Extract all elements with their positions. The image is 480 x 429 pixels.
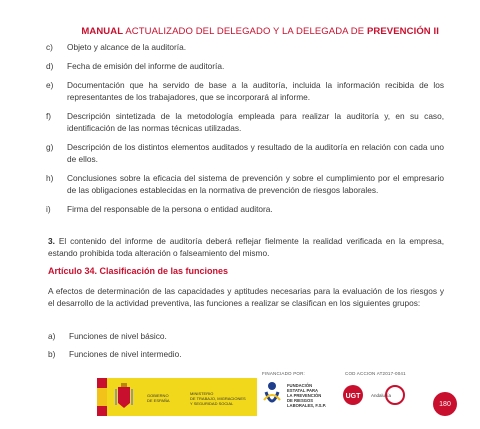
header-prevencion: PREVENCIÓN II [366, 26, 439, 37]
header-middle: ACTUALIZADO DEL DELEGADO Y LA DELEGADA DE [123, 26, 367, 37]
list-item [46, 41, 444, 53]
list-item-letter: e) [46, 80, 54, 90]
list-item [46, 172, 444, 196]
list-item-text: Funciones de nivel intermedio. [69, 349, 182, 359]
header-manual: MANUAL [81, 26, 124, 37]
audit-report-items [46, 41, 444, 222]
list-item [48, 348, 444, 360]
codigo-accion-label: COD ACCION AT2017-0041 [345, 371, 406, 376]
list-item [46, 79, 444, 103]
list-item-text: Objeto y alcance de la auditoría. [67, 42, 186, 52]
point-3-paragraph [48, 235, 444, 259]
list-item [46, 110, 444, 134]
list-item-text: Descripción sintetizada de la metodología empleada para realizar la auditoría y, en su caso, identificación de las normas técnicas utilizadas. [67, 111, 444, 133]
ugt-logo-icon [342, 384, 368, 406]
article-body: A efectos de determinación de las capacidades y aptitudes necesarias para la evaluación de los riesgos y el desarrollo de la actividad preventiva, las funciones a realizar se clasifican en los siguientes grupos: [48, 286, 444, 308]
list-item-letter: g) [46, 142, 54, 152]
list-item-text: Documentación que ha servido de base a la auditoría, incluida la información recibida de los representantes de los trabajadores, que se incorporará al informe. [67, 80, 444, 102]
svg-text:UGT: UGT [345, 393, 361, 400]
running-header [81, 26, 439, 37]
list-item-letter: a) [48, 331, 56, 341]
financiado-label: FINANCIADO POR: [262, 371, 306, 376]
list-item-text: Firma del responsable de la persona o entidad auditora. [67, 204, 273, 214]
ministerio-text: MINISTERIO DE TRABAJO, MIGRACIONES Y SEGURIDAD SOCIAL [190, 391, 246, 406]
spain-flag-stripe [97, 388, 107, 406]
list-item-letter: b) [48, 349, 56, 359]
list-item-letter: i) [46, 204, 51, 214]
list-item [46, 141, 444, 165]
function-groups-list [48, 330, 444, 366]
list-item-text: Fecha de emisión del informe de auditoría. [67, 61, 225, 71]
list-item-text: Funciones de nivel básico. [69, 331, 167, 341]
list-item-text: Conclusiones sobre la eficacia del sistema de prevención y sobre el cumplimiento por el empresario de las obligaciones establecidas en la normativa de prevención de riesgos laborales. [67, 173, 444, 195]
list-item-letter: f) [46, 111, 52, 121]
list-item-letter: d) [46, 61, 54, 71]
point-3-text: El contenido del informe de auditoría deberá reflejar fielmente la realidad verificada en la empresa, estando prohibida toda alteración o falseamiento del mismo. [48, 236, 444, 258]
page-number-badge: 180 [433, 392, 457, 416]
list-item-letter: h) [46, 173, 54, 183]
list-item-text: Descripción de los distintos elementos auditados y resultado de la auditoría en relación con cada uno de ellos. [67, 142, 444, 164]
andalucia-logo-icon [384, 384, 406, 406]
andalucia-label: Andalucía [371, 393, 392, 398]
coat-of-arms-icon [115, 383, 133, 409]
article-title: Artículo 34. Clasificación de las funciones [48, 266, 229, 276]
list-item [46, 60, 444, 72]
point-3-number: 3. [48, 236, 55, 246]
fundacion-text: FUNDACIÓN ESTATAL PARA LA PREVENCIÓN DE RIESGOS LABORALES, F.S.P. [287, 383, 327, 408]
fundacion-logo-icon [260, 380, 284, 412]
list-item [48, 330, 444, 342]
list-item-letter: c) [46, 42, 53, 52]
list-item [46, 203, 444, 215]
gobierno-text: GOBIERNO DE ESPAÑA [147, 393, 170, 403]
